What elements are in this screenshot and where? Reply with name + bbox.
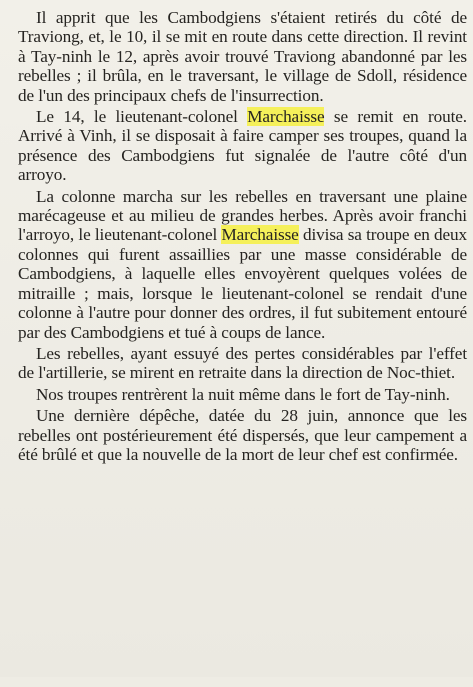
search-highlight: Marchaisse [221, 225, 299, 245]
paragraph-2-text-b: se remit en route. Arrivé à Vinh, il se disposait à faire camper ses troupes, quand la présence des Cambodgiens fut signalée de l'autre côté d'un arroyo. [18, 107, 467, 185]
paragraph-3 [18, 187, 467, 342]
paragraph-4: Les rebelles, ayant essuyé des pertes considérables par l'effet de l'artillerie, se mirent en retraite dans la direction de Noc-thiet. [18, 343, 467, 383]
paragraph-3-text-b: divisa sa troupe en deux colonnes qui furent assaillies par une masse considérable de Cambodgiens, à laquelle elles envoyèrent quelques volées de mitraille ; mais, lorsque le lieutenant-colonel se rendait d'une colonne à l'autre pour donner des ordres, il fut subitement entouré par des Cambodgiens et tué à coups de lance. [18, 225, 467, 342]
paragraph-6: Une dernière dépêche, datée du 28 juin, annonce que les rebelles ont postérieurement été dispersés, que leur campement a été brûlé et que la nouvelle de la mort de leur chef est confirmée. [18, 406, 467, 464]
paragraph-1: Il apprit que les Cambodgiens s'étaient retirés du côté de Traviong, et, le 10, il se mit en route dans cette direction. Il revint à Tay-ninh le 12, après avoir trouvé Traviong abandonné par les rebelles ; il brûla, en le traversant, le village de Sdoll, résidence de l'un des principaux chefs de l'insurrection. [18, 8, 467, 105]
paragraph-3-text-a: La colonne marcha sur les rebelles en traversant une plaine marécageuse et au milieu de grandes herbes. Après avoir franchi l'arroyo, le lieutenant-colonel [18, 186, 467, 245]
search-highlight: Marchaisse [247, 107, 325, 127]
paragraph-5: Nos troupes rentrèrent la nuit même dans le fort de Tay-ninh. [36, 384, 450, 404]
cut-off-line-top [26, 0, 467, 8]
paragraph-2 [18, 107, 467, 185]
paragraph-2-text-a: Le 14, le lieutenant-colonel [36, 107, 248, 127]
